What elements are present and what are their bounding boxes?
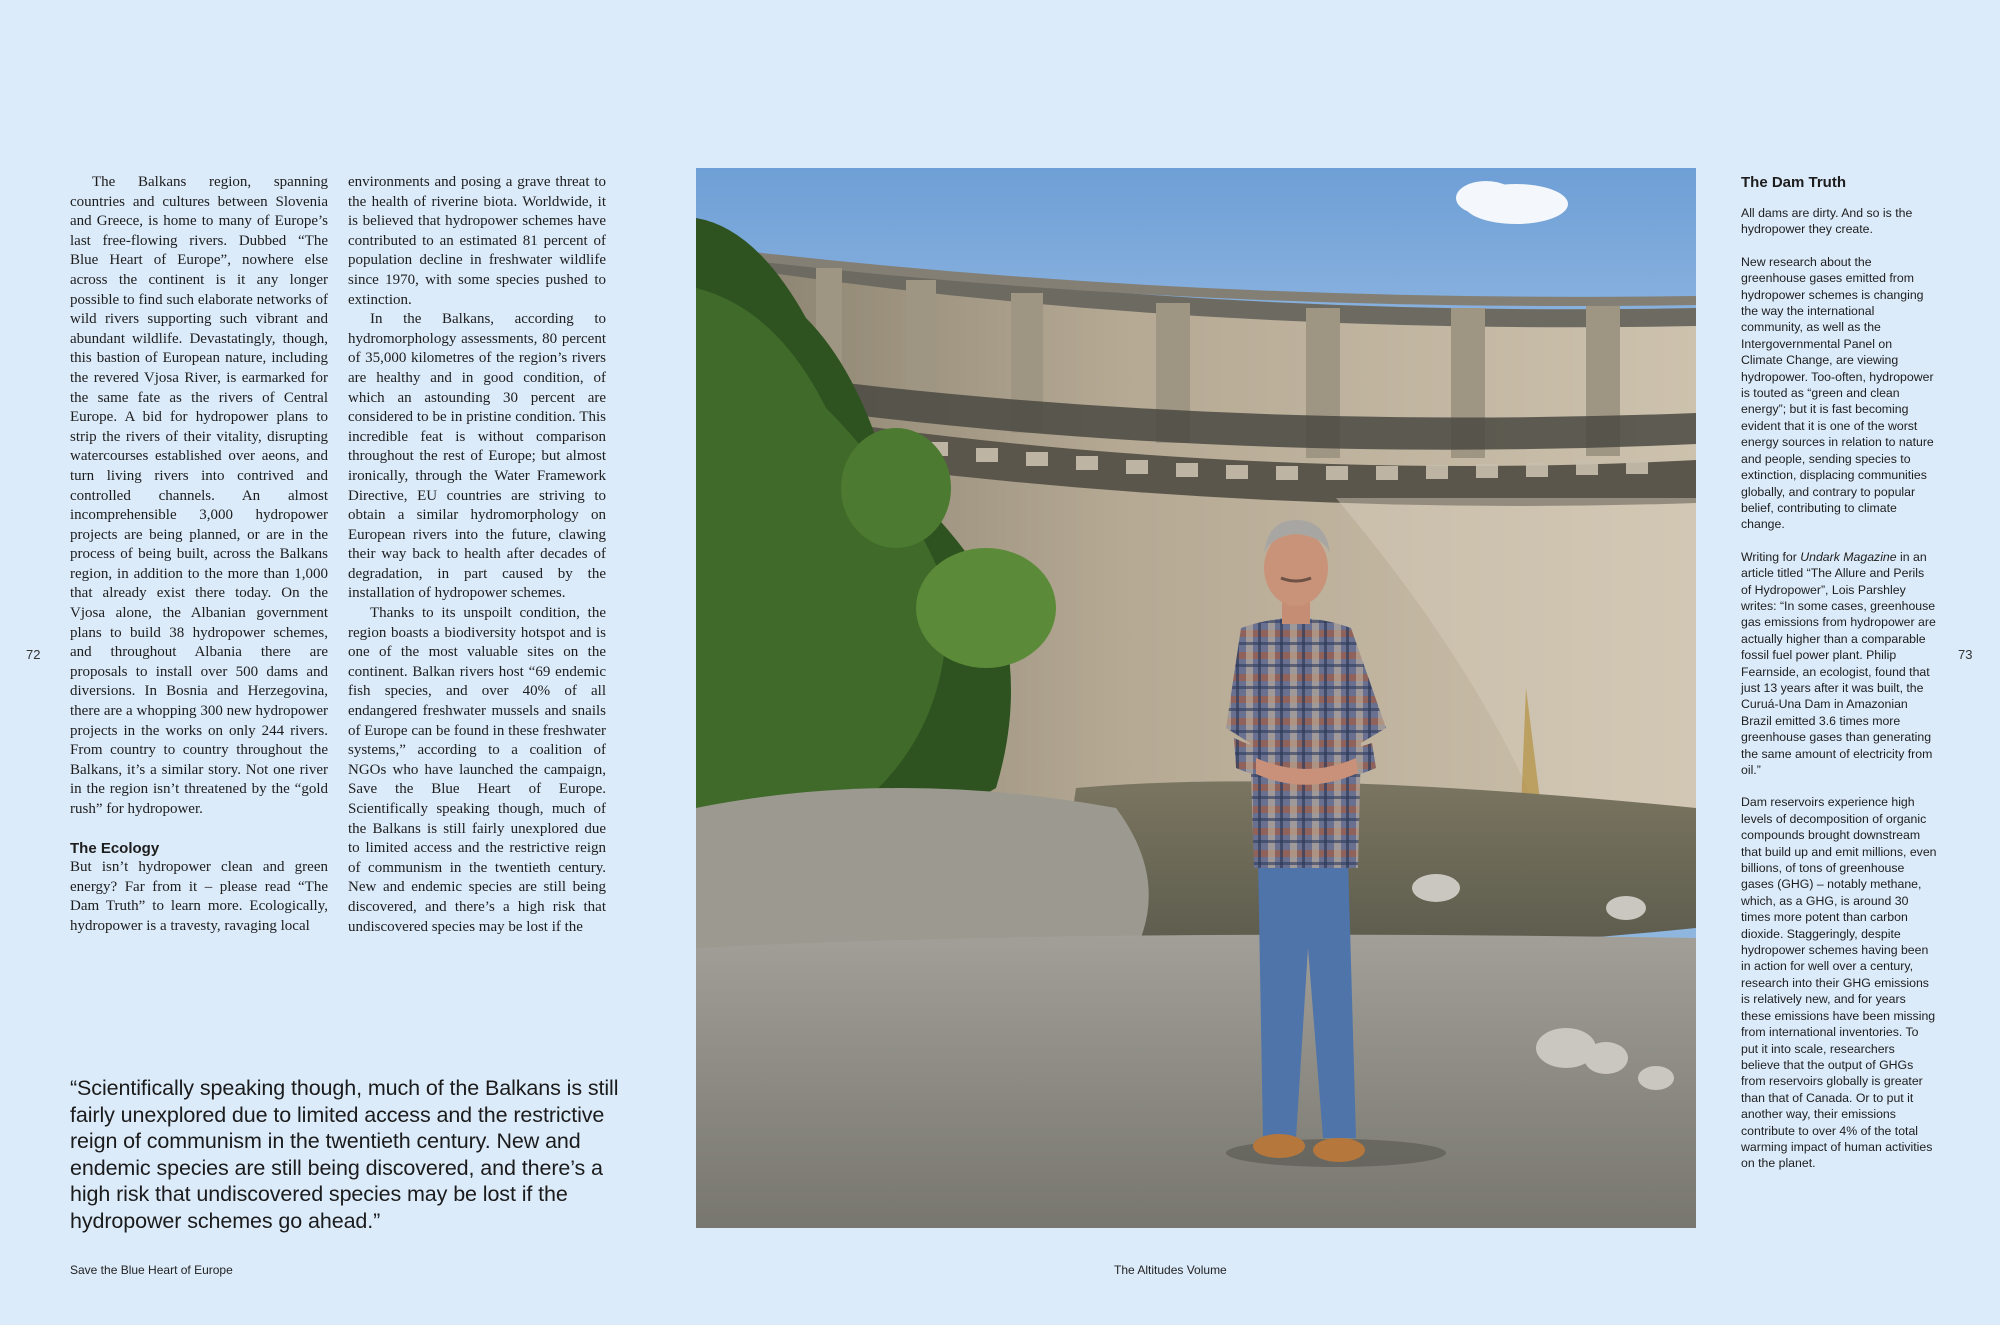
body-column-2 [348, 173, 606, 937]
sidebar-paragraph: All dams are dirty. And so is the hydropower they create. [1741, 206, 1913, 237]
sidebar-text: Writing for [1741, 549, 1801, 564]
body-paragraph: But isn’t hydropower clean and green energy? Far from it – please read “The Dam Truth” to learn more. Ecologically, hydropower is a travesty, ravaging local [70, 859, 328, 934]
body-paragraph: In the Balkans, according to hydromorphology assessments, 80 percent of 35,000 kilometres of the region’s rivers are healthy and in good condition, of which an astounding 30 percent are considered to be in pristine condition. This incredible feat is without comparison throughout the rest of Europe; but almost ironically, through the Water Framework Directive, EU countries are striving to obtain a similar hydromorphology on European rivers into the future, clawing their way back to health after decades of degradation, in part caused by the installation of hydropower schemes. [348, 311, 606, 602]
sidebar-text: in an article titled “The Allure and Perils of Hydropower”, Lois Parshley writes: “In some cases, greenhouse gas emissions from hydropower are actually higher than a comparable fossil fuel power plant. Philip Fearnside, an ecologist, found that just 13 years after it was built, the Curuá-Una Dam in Amazonian Brazil emitted 3.6 times more greenhouse gases than generating the same amount of electricity from oil.” [1741, 549, 1936, 777]
body-paragraph: environments and posing a grave threat to the health of riverine biota. Worldwide, it is believed that hydropower schemes have contributed to an estimated 81 percent of population decline in freshwater wildlife since 1970, with some species pushed to extinction. [348, 174, 606, 308]
sidebar-paragraph [1741, 549, 1937, 779]
page-number-right: 73 [1958, 647, 1973, 662]
sidebar-paragraph: New research about the greenhouse gases emitted from hydropower schemes is changing the way the international community, as well as the Intergovernmental Panel on Climate Change, are viewing hydropower. Too-often, hydropower is touted as “green and clean energy”; but it is fast becoming evident that it is one of the worst energy sources in relation to nature and people, sending species to extinction, displacing communities globally, and contrary to popular belief, contributing to climate change. [1741, 254, 1934, 532]
page-number-left: 72 [26, 647, 41, 662]
sidebar-dam-truth [1741, 173, 1937, 1188]
magazine-title: Undark Magazine [1800, 549, 1897, 564]
footer-left: Save the Blue Heart of Europe [70, 1263, 233, 1277]
body-column-1 [70, 173, 328, 937]
section-heading-ecology: The Ecology [70, 839, 160, 857]
gravel-ground [696, 935, 1696, 1228]
sidebar-paragraph: Dam reservoirs experience high levels of decomposition of organic compounds brought downstream that build up and emit millions, even billions, of tons of greenhouse gases (GHG) – notably methane, which, as a GHG, is around 30 times more potent than carbon dioxide. Staggeringly, despite hydropower schemes having been in action for well over a century, research into their GHG emissions is relatively new, and for years these emissions have been missing from international inventories. To put it into scale, researchers believe that the output of GHGs from reservoirs globally is greater than that of Canada. Or to put it another way, their emissions contribute to over 4% of the total warming impact of human activities on the planet. [1741, 795, 1937, 1171]
pull-quote: “Scientifically speaking though, much of the Balkans is still fairly unexplored due to limited access and the restrictive reign of communism in the twentieth century. New and endemic species are still being discovered, and there’s a high risk that undiscovered species may be lost if the hydropower schemes go ahead.” [70, 1076, 619, 1233]
body-paragraph: The Balkans region, spanning countries and cultures between Slovenia and Greece, is home to many of Europe’s last free-flowing rivers. Dubbed “The Blue Heart of Europe”, nowhere else across the continent is it any longer possible to find such elaborate networks of wild rivers supporting such vibrant and abundant wildlife. Devastatingly, though, this bastion of European nature, including the revered Vjosa River, is earmarked for the same fate as the rivers of Central Europe. A bid for hydropower plans to strip the rivers of their vitality, disrupting watercourses established over aeons, and turn living rivers into contrived and controlled channels. An almost incomprehensible 3,000 hydropower projects are being planned, or are in the process of being built, across the Balkans region, in addition to the more than 1,000 that already exist there today. On the Vjosa alone, the Albanian government plans to build 38 hydropower schemes, and throughout Albania there are proposals to install over 500 dams and diversions. In Bosnia and Herzegovina, there are a whopping 300 new hydropower projects in the works on only 244 rivers. From country to country throughout the Balkans, it’s a similar story. Not one river in the region isn’t threatened by the “gold rush” for hydropower. [70, 174, 328, 817]
dam-photograph [696, 168, 1696, 1228]
footer-center: The Altitudes Volume [1114, 1263, 1227, 1277]
river [1071, 781, 1696, 958]
sidebar-title: The Dam Truth [1741, 174, 1847, 191]
body-paragraph: Thanks to its unspoilt condition, the region boasts a biodiversity hotspot and is one of the most valuable sites on the continent. Balkan rivers host “69 endemic fish species, and over 40% of all endangered freshwater mussels and snails of Europe can be found in these freshwater systems,” according to a coalition of NGOs who have launched the campaign, Save the Blue Heart of Europe. Scientifically speaking though, much of the Balkans is still fairly unexplored due to limited access and the restrictive reign of communism in the twentieth century. New and endemic species are still being discovered, and there’s a high risk that undiscovered species may be lost if the [348, 605, 606, 935]
